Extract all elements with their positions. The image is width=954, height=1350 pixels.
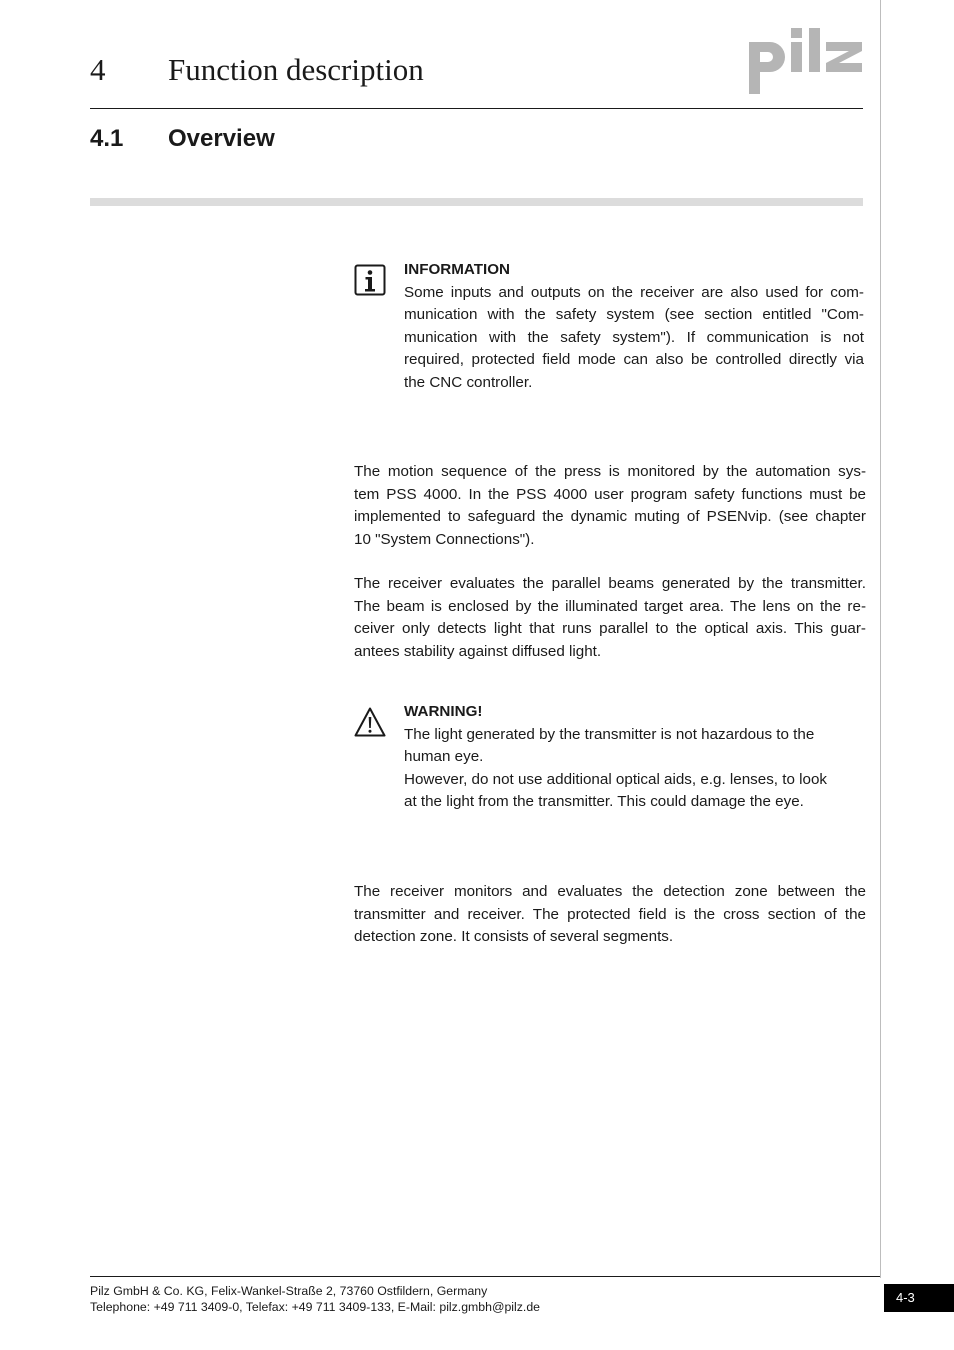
warning-line: However, do not use additional optical aids, e.g. lenses, to look xyxy=(404,770,827,788)
warning-icon xyxy=(354,706,386,738)
information-note xyxy=(404,259,864,394)
header-rule xyxy=(90,108,863,109)
warning-line: The light generated by the transmitter is not hazardous to the xyxy=(404,725,815,743)
information-line: required, protected field mode can also be controlled directly via xyxy=(404,351,864,368)
warning-note xyxy=(404,701,864,814)
paragraph-line: tem PSS 4000. In the PSS 4000 user program safety functions must be xyxy=(354,485,866,503)
paragraph-line: The beam is enclosed by the illuminated target area. The lens on the re- xyxy=(354,597,866,615)
warning-line: human eye. xyxy=(404,748,484,765)
information-line: munication with the safety system (see section entitled "Com- xyxy=(404,306,864,323)
section-title: Overview xyxy=(168,125,275,152)
paragraph-line: 10 "System Connections"). xyxy=(354,530,535,548)
information-title: INFORMATION xyxy=(404,261,511,278)
warning-title: WARNING! xyxy=(404,703,483,720)
paragraph-line: ceiver only detects light that runs parallel to the optical axis. This guar- xyxy=(354,620,866,637)
paragraph-line: The receiver monitors and evaluates the detection zone between the xyxy=(354,883,866,900)
margin-rule xyxy=(880,0,881,1278)
paragraph-line: The motion sequence of the press is monitored by the automation sys- xyxy=(354,463,866,480)
information-line: Some inputs and outputs on the receiver are also used for com- xyxy=(404,283,864,301)
paragraph-line: implemented to safeguard the dynamic muting of PSENvip. (see chapter xyxy=(354,508,866,525)
paragraph-line: The receiver evaluates the parallel beams generated by the transmitter. xyxy=(354,575,866,592)
paragraph-detection-zone xyxy=(354,881,866,949)
paragraph-motion-sequence xyxy=(354,461,866,551)
chapter-number: 4 xyxy=(90,52,106,87)
paragraph-line: antees stability against diffused light. xyxy=(354,642,602,660)
footer-address: Pilz GmbH & Co. KG, Felix-Wankel-Straße 2, 73760 Ostfildern, Germany xyxy=(90,1284,488,1298)
paragraph-line: detection zone. It consists of several segments. xyxy=(354,928,674,945)
section-divider xyxy=(90,198,863,206)
paragraph-line: transmitter and receiver. The protected field is the cross section of the xyxy=(354,905,866,923)
information-line: the CNC controller. xyxy=(404,373,533,391)
footer-rule xyxy=(90,1276,880,1277)
footer xyxy=(90,1283,540,1315)
section-number: 4.1 xyxy=(90,125,124,152)
paragraph-receiver-beams xyxy=(354,573,866,663)
information-line: munication with the safety system"). If communication is not xyxy=(404,328,864,346)
pilz-logo xyxy=(746,24,866,96)
footer-contact: Telephone: +49 711 3409-0, Telefax: +49 711 3409-133, E-Mail: pilz.gmbh@pilz.de xyxy=(90,1300,541,1314)
chapter-title: Function description xyxy=(168,52,424,87)
info-icon xyxy=(354,264,386,296)
warning-line: at the light from the transmitter. This could damage the eye. xyxy=(404,793,804,810)
page-number: 4-3 xyxy=(884,1284,954,1312)
